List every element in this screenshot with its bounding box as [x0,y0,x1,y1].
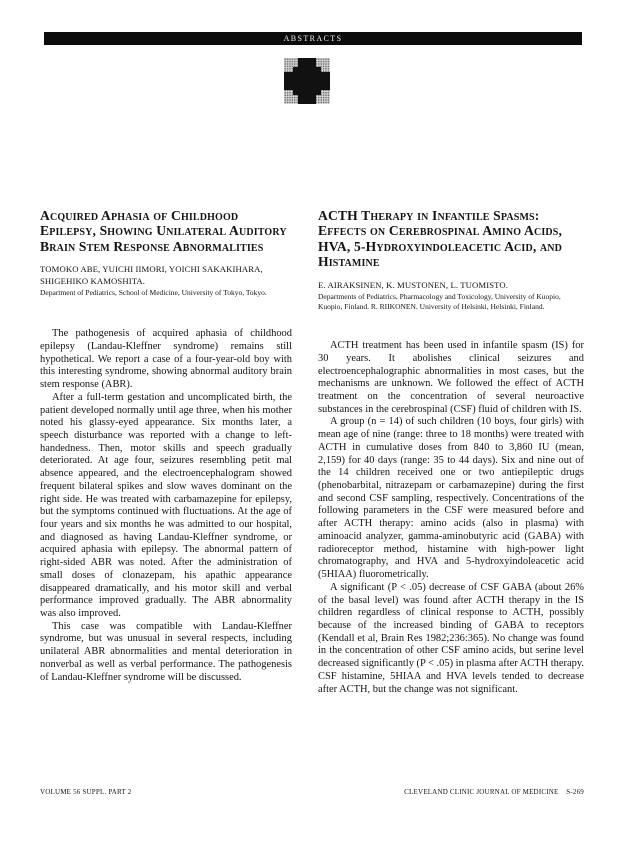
authors-line: E. AIRAKSINEN, K. MUSTONEN, L. TUOMISTO. [318,279,509,290]
abstract-authors [40,264,292,287]
abstract-body [40,328,292,684]
abstract-aphasia [40,208,292,684]
body-paragraph: After a full-term gestation and uncomplicated birth, the patient developed normally until age three, when his mother noted his glassy-eyed appearance. Six months later, a speech disturbance was reported with a change to left-handedness. Then, motor skills and speech gradually deteriorated. At age four, seizures resembling petit mal absence appeared, and the electroencephalogram showed frequent bilateral spikes and slow waves dominant on the right side. He was treated with carbamazepine for epilepsy, but the symptoms continued with fluctuations. At the age of four years and six months he was admitted to our hospital, and diagnosed as having Landau-Kleffner syndrome, or acquired aphasia with epilepsy. The abnormal pattern of right-sided ABR was noted. After the administration of small doses of clonazepam, his apathic appearance disappeared dramatically, and his motor skill and verbal performance improved gradually. The ABR abnormality was also improved. [40,391,292,620]
abstract-title: Acquired Aphasia of Childhood Epilepsy, Showing Unilateral Auditory Brain Stem Response Abnormalities [40,208,287,254]
section-label: ABSTRACTS [283,34,343,43]
abstract-acth [318,208,584,696]
body-paragraph: The pathogenesis of acquired aphasia of childhood epilepsy (Landau-Kleffner syndrome) remains still hypothetical. We report a case of a four-year-old boy with this interesting syndrome, showing abnormal auditory brain stem response (ABR). [40,328,292,391]
journal-emblem-icon [284,58,330,104]
abstract-body [318,340,584,696]
abstract-authors [318,280,584,292]
abstract-title: ACTH Therapy in Infantile Spasms: Effects on Cerebrospinal Amino Acids, HVA, 5-Hydroxyindoleacetic Acid, and Histamine [318,208,563,270]
abstract-affiliation: Department of Pediatrics, School of Medicine, University of Tokyo, Tokyo. [40,288,267,298]
body-paragraph: This case was compatible with Landau-Kleffner syndrome, but was unusual in several respects, including unilateral ABR abnormalities and mental deterioration in nonverbal as well as verbal performance. The pathogenesis of Landau-Kleffner syndrome will be discussed. [40,620,292,683]
footer-volume: VOLUME 56 SUPPL. PART 2 [40,788,132,796]
section-header-bar [44,32,582,45]
body-paragraph: A group (n = 14) of such children (10 boys, four girls) with mean age of nine (range: three to 18 months) were treated with ACTH in cumulative doses from 840 to 3,860 IU (mean, 2,159) for 40 days (range: 35 to 44 days). Six and nine out of the 14 children received one or two antiepileptic drugs (phenobarbital, nitrazepam or carbamazepine) during the first and second CSF sampling, respectively. Concentrations of the following parameters in the CSF were measured before and after ACTH therapy: amino acids (also in plasma) with aminoacid analyzer, gamma-aminobutyric acid (GABA) with radioreceptor method, histamine with high-power light chromatography, and HVA and 5-hydroxyindoleacetic acid (5HIAA) fluorometrically. [318,416,584,581]
footer-journal-page: CLEVELAND CLINIC JOURNAL OF MEDICINE S-269 [404,788,584,796]
authors-line: TOMOKO ABE, YUICHI IIMORI, YOICHI SAKAKIHARA, [40,264,263,275]
body-paragraph: ACTH treatment has been used in infantile spasm (IS) for 30 years. It abolishes clinical seizures and electroencephalographic abnormalities in most cases, but the mechanisms are unknown. We followed the effect of ACTH treatment on the concentration of several neuroactive substances in the cerebrospinal (CSF) fluid of children with IS. [318,340,584,415]
authors-line: SHIGEHIKO KAMOSHITA. [40,275,146,286]
body-paragraph: A significant (P < .05) decrease of CSF GABA (about 26% of the basal level) was found after ACTH therapy in the IS children regardless of clinical response to ACTH, possibly because of the increased binding of GABA to receptors (Kendall et al, Brain Res 1982;236:365). No change was found in the concentration of other CSF amino acids, but serine level decreased significantly (P < .05) in plasma after ACTH therapy. CSF histamine, 5HIAA and HVA levels tended to decrease after ACTH, but the change was not significant. [318,581,584,695]
abstract-affiliation: Departments of Pediatrics, Pharmacology and Toxicology, University of Kuopio, Kuopio, Finland. R. RIIKONEN. University of Helsinki, Helsinki, Finland. [318,292,561,312]
